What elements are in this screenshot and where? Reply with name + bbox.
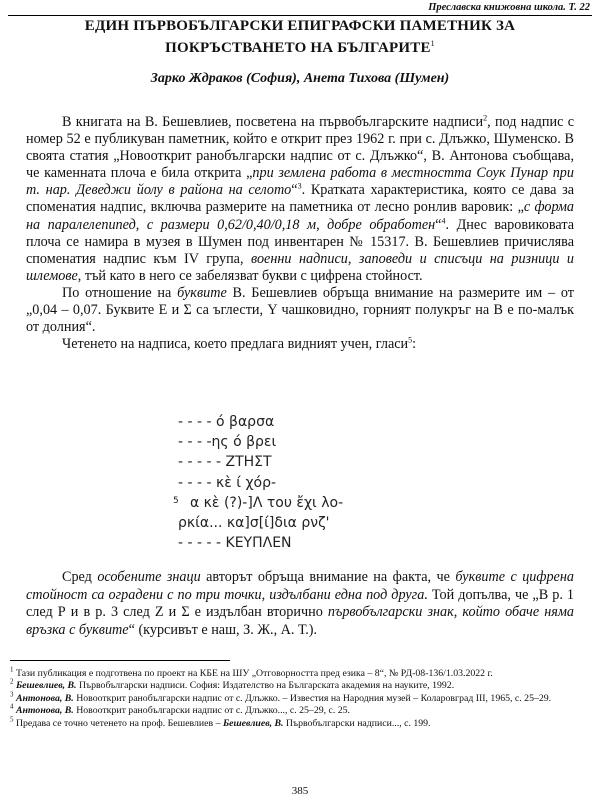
- footnote-5: [10, 715, 586, 730]
- inscription-line-7: - - - - - ΚΕΥΠΛΕΝ: [178, 535, 292, 552]
- running-head: Преславска книжовна школа. Т. 22: [428, 2, 590, 13]
- page-number: 385: [291, 785, 309, 797]
- p3-text-1: Четенето на надписа, което предлага видният учен, гласи: [62, 336, 409, 353]
- p1-quote-2: с форма на паралелепипед, с размери 0,62/0,40/0,18 м, добре обработен: [26, 199, 575, 233]
- footnote-number: 2: [10, 678, 14, 687]
- p4-text-3: Той допълва, че „В р. 1 след Р и в р. 3 след Z и Σ е издълбан вторично: [26, 586, 575, 621]
- p4-emphasis-1: особените знаци: [97, 569, 201, 585]
- footnote-text: Първобългарски надписи. София: Издателство на Българската академия на науките, 1992.: [76, 680, 455, 692]
- inscription-line: [178, 473, 428, 493]
- p1-group-name: военни надписи, заповеди и списъци на ризници и шлемове: [26, 250, 574, 284]
- p1-text-5: “: [435, 216, 442, 233]
- inscription-line: [173, 493, 428, 513]
- paragraph-3: [26, 336, 574, 353]
- paragraph-4: [26, 569, 574, 639]
- p1-text-1: В книгата на В. Бешевлиев, посветена на първобългарските надписи: [62, 114, 484, 130]
- footnote-ref-2[interactable]: 2: [483, 113, 488, 123]
- inscription-line-1: - - - - ό βαρσα: [178, 414, 275, 430]
- inscription-line: [178, 452, 428, 472]
- footnote-text: Новооткрит ранобългарски надпис от с. Длъжко. – Известия на Народния музей – Коларовград III, 1965, с. 25–29.: [73, 692, 552, 704]
- footnotes: [10, 665, 586, 730]
- inscription-line: [178, 513, 428, 533]
- body-text-top: [26, 114, 574, 353]
- p4-text-2: авторът обръща внимание на факта, че: [200, 569, 456, 585]
- paragraph-2: [26, 285, 574, 336]
- inscription-line: [178, 412, 428, 432]
- footnote-text: Предава се точно четенето на проф. Бешевлиев –: [13, 717, 223, 729]
- inscription-line-4: - - - - κὲ ί χόρ-: [178, 474, 277, 491]
- inscription-line: [178, 432, 428, 452]
- inscription-line-5: α κὲ (?)-]Λ του ἔχι λο-: [190, 494, 344, 511]
- p3-text-2: :: [412, 336, 417, 353]
- footnote-3: [10, 690, 586, 705]
- header-rule: [8, 15, 592, 16]
- footnote-number: 3: [10, 690, 14, 699]
- footnote-text-2: Първобългарски надписи..., с. 199.: [283, 717, 431, 729]
- p1-text-3: “: [291, 182, 298, 199]
- p1-text-4: . Кратката характеристика, която се дава за споменатия надпис, включва размерите на паметника от лесно ронлив варовик: „: [26, 182, 574, 216]
- p2-text-2: В. Бешевлиев обръща внимание на размерите им – от „0,04 – 0,07. Буквите Е и Σ са ъглести, Υ чашковидно, горният полукръг на В е по-малък от долния“.: [26, 284, 574, 336]
- p1-text-2: , под надпис с номер 52 е публикуван паметник, който е открит през 1962 г. при с. Длъжко, Шуменско. В своята статия „Новооткрит ранобългарски надпис от с. Длъжко“, В. Антонова съобщава, че каменната плоча е била открита „: [26, 114, 574, 182]
- inscription-line-6: ρκία... κα]σ[ί]δια ρνζ': [178, 515, 330, 532]
- footnote-author: Антонова, В.: [15, 705, 74, 717]
- footnote-1: [10, 665, 586, 680]
- inscription-line-number: 5: [173, 495, 179, 506]
- footnote-number: 1: [10, 665, 14, 674]
- p4-text-1: Сред: [62, 569, 98, 585]
- footnote-2: [10, 680, 586, 692]
- title-line-1: ЕДИН ПЪРВОБЪЛГАРСКИ ЕПИГРАФСКИ ПАМЕТНИК ЗА: [84, 18, 516, 34]
- paragraph-1: [26, 114, 574, 285]
- title-line-2: [20, 35, 580, 57]
- footnote-ref-5[interactable]: 5: [408, 335, 413, 345]
- footnote-text: Новооткрит ранобългарски надпис от с. Длъжко..., с. 25–29, с. 25.: [73, 705, 351, 717]
- p1-text-7: , тъй като в него се забелязват букви с цифрена стойност.: [77, 267, 423, 284]
- footnote-ref-3[interactable]: 3: [297, 181, 302, 191]
- body-text-bottom: [26, 569, 574, 639]
- p2-emphasis: буквите: [177, 284, 227, 301]
- title-footnote-ref[interactable]: 1: [430, 39, 435, 48]
- footnote-text: Тази публикация е подготвена по проект на КБЕ на ШУ „Отговорността пред езика – 8“, № РД-08-136/1.03.2022 г.: [13, 668, 493, 679]
- inscription-line: [178, 533, 428, 553]
- p4-text-4: “ (курсивът е наш, З. Ж., А. Т.).: [128, 621, 318, 638]
- inscription-line-2: - - - -ης ό βρει: [178, 434, 277, 451]
- authors: Зарко Ждраков (София), Анета Тихова (Шумен): [150, 71, 450, 86]
- footnote-4: [10, 702, 586, 717]
- p4-emphasis-3: първобългарски знак, който обаче няма връзка с буквите: [26, 604, 574, 638]
- inscription-line-3: - - - - - ΖΤΗΣΤ: [178, 454, 272, 471]
- footnote-author: Бешевлиев, В.: [222, 717, 284, 729]
- footnote-ref-4[interactable]: 4: [441, 215, 446, 225]
- p2-text-1: По отношение на: [62, 284, 178, 301]
- p1-quote-1: при землена работа в местността Соук Пунар при т. нар. Деведжи йолу в района на селото: [26, 165, 574, 199]
- footnote-number: 4: [10, 702, 14, 711]
- article-title: [20, 18, 580, 57]
- title-line-2-text: ПОКРЪСТВАНЕТО НА БЪЛГАРИТЕ: [165, 40, 431, 56]
- footnote-author: Антонова, В.: [15, 692, 74, 704]
- footnote-number: 5: [10, 715, 14, 724]
- p1-text-6: . Днес варовиковата плоча се намира в музея в Шумен под инвентарен № 15317. В. Бешевлиев причислява споменатия надпис към IV група,: [26, 216, 574, 267]
- footnote-author: Бешевлиев, В.: [15, 680, 77, 692]
- inscription-transcription: [173, 412, 428, 553]
- footnote-separator: [10, 660, 230, 661]
- p4-emphasis-2: буквите с цифрена стойност са оградени с по три точки, издълбани една под друга.: [26, 569, 574, 603]
